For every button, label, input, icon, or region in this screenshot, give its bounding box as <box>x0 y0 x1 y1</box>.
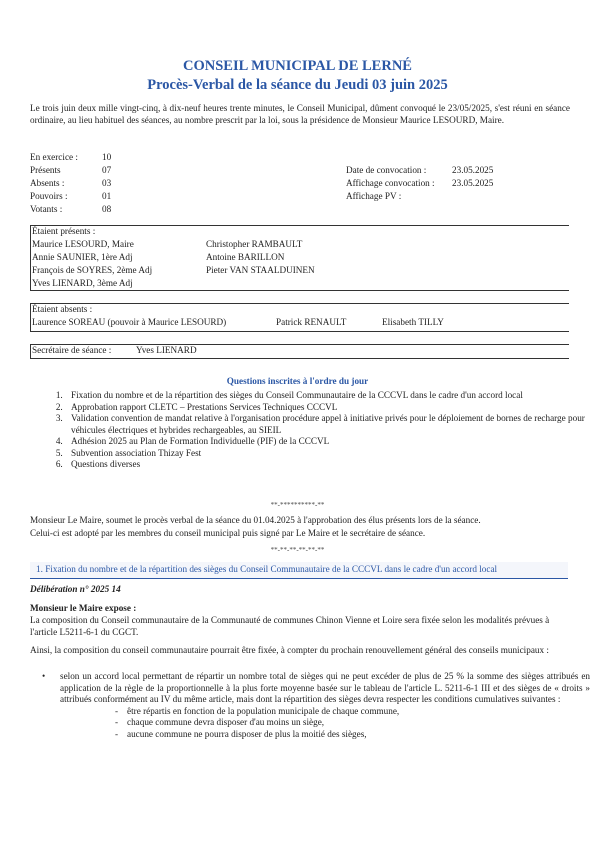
agenda-item: 6. Questions diverses <box>65 459 585 471</box>
condition-text: aucune commune ne pourra disposer de plus la moitié des sièges, <box>127 728 367 739</box>
dash-icon: - <box>115 705 119 716</box>
agenda-item: 4. Adhésion 2025 au Plan de Formation Individuelle (PIF) de la CCCVL <box>65 436 585 448</box>
stat-label: Présents <box>30 165 61 175</box>
section-heading: 1. Fixation du nombre et de la répartition des sièges du Conseil Communautaire de la CCCVL dans le cadre d'un accord local <box>36 564 498 574</box>
separator: **-**-**-**-**-** <box>270 546 325 554</box>
stat-row <box>30 152 142 165</box>
date-row <box>346 191 493 204</box>
bullet-icon: • <box>42 671 46 681</box>
attendance-stats <box>30 152 142 217</box>
secretary-label: Secrétaire de séance : <box>32 345 112 355</box>
secretary-name: Yves LIENARD <box>136 345 197 355</box>
stat-label: Absents : <box>30 178 65 188</box>
presents-row <box>32 239 315 252</box>
agenda-item: 3. Validation convention de mandat relative à l'organisation procédure appel à initiative privés pour le déploiement de bornes de recharge pour véhicules électriques et hybrides rechargeables, au SIEIL <box>65 413 585 436</box>
date-label: Date de convocation : <box>346 165 427 175</box>
section-paragraph: Ainsi, la composition du conseil communautaire pourrait être fixée, à compter du prochain renouvellement général des conseils municipaux : <box>30 645 549 655</box>
date-value: 23.05.2025 <box>452 165 494 175</box>
stat-row <box>30 165 142 178</box>
condition-text: chaque commune devra disposer d'au moins un siège, <box>127 717 325 727</box>
absent-name: Elisabeth TILLY <box>382 317 444 327</box>
approval-line: Celui-ci est adopté par les membres du conseil municipal puis signé par Le Maire et le secrétaire de séance. <box>30 528 426 538</box>
present-name: Christopher RAMBAULT <box>206 239 303 249</box>
stat-label: Votants : <box>30 204 63 214</box>
stat-label: En exercice : <box>30 152 78 162</box>
absent-name: Patrick RENAULT <box>276 317 347 327</box>
stat-value: 08 <box>102 204 112 214</box>
present-name: François de SOYRES, 2ème Adj <box>32 265 153 275</box>
present-name: Pieter VAN STAALDUINEN <box>206 265 315 275</box>
stat-value: 10 <box>102 152 112 162</box>
option-item <box>42 671 590 740</box>
document-title: CONSEIL MUNICIPAL DE LERNÉ <box>183 58 412 74</box>
conditions-list <box>60 706 590 741</box>
document-subtitle: Procès-Verbal de la séance du Jeudi 03 juin 2025 <box>147 77 448 93</box>
agenda-item: 2. Approbation rapport CLETC – Prestations Services Techniques CCCVL <box>65 402 585 414</box>
presents-heading: Étaient présents : <box>32 226 96 236</box>
separator: **-**********-** <box>270 501 325 509</box>
dash-icon: - <box>115 728 119 739</box>
date-label: Affichage PV : <box>346 191 402 201</box>
presents-list <box>32 226 315 291</box>
composition-options <box>30 671 590 740</box>
date-row <box>346 165 493 178</box>
absents-heading: Étaient absents : <box>32 304 93 314</box>
stat-value: 07 <box>102 165 112 175</box>
presents-row <box>32 252 315 265</box>
mayor-statement: Monsieur le Maire expose : <box>30 603 137 613</box>
present-name: Antoine BARILLON <box>206 252 285 262</box>
stat-value: 03 <box>102 178 112 188</box>
approval-line: Monsieur Le Maire, soumet le procès verbal de la séance du 01.04.2025 à l'approbation des élus présents lors de la séance. <box>30 515 481 525</box>
present-name: Yves LIENARD, 3ème Adj <box>32 278 133 288</box>
presents-row <box>32 265 315 278</box>
presents-row <box>32 278 315 291</box>
agenda-list <box>30 390 585 471</box>
stat-row <box>30 204 142 217</box>
condition-text: être répartis en fonction de la population municipale de chaque commune, <box>127 705 400 716</box>
publication-dates <box>346 165 493 204</box>
absent-name: Laurence SOREAU (pouvoir à Maurice LESOURD) <box>32 317 227 327</box>
stat-row <box>30 191 142 204</box>
section-heading-bar <box>30 562 568 579</box>
section-paragraph: La composition du Conseil communautaire de la Communauté de communes Chinon Vienne et Loire sera fixée selon les modalités prévues à l'article L5211-6-1 du CGCT. <box>30 615 550 637</box>
intro-paragraph: Le trois juin deux mille vingt-cinq, à dix-neuf heures trente minutes, le Conseil Municipal, dûment convoqué le 23/05/2025, s'est réuni en séance ordinaire, au lieu habituel des séances, au nombre prescrit par la loi, sous la présidence de Monsieur Maurice LESOURD, Maire. <box>30 103 570 125</box>
date-value: 23.05.2025 <box>452 178 494 188</box>
condition-item <box>115 706 590 718</box>
stat-row <box>30 178 142 191</box>
dash-icon: - <box>115 717 119 727</box>
deliberation-number: Délibération n° 2025 14 <box>30 584 121 594</box>
present-name: Maurice LESOURD, Maire <box>32 239 134 249</box>
condition-item <box>115 717 590 729</box>
agenda-item: 1. Fixation du nombre et de la répartition des sièges du Conseil Communautaire de la CCCVL dans le cadre d'un accord local <box>65 390 585 402</box>
condition-item <box>115 729 590 741</box>
option-text: selon un accord local permettant de répartir un nombre total de sièges qui ne peut excéder de plus de 25 % la somme des sièges attribués en application de la règle de la proportionnelle à la plus forte moyenne basée sur le tableau de l'article L. 5211-6-1 III et des sièges de « droits » attribués conformément au IV du même article, mais dont la répartition des sièges devra respecter les conditions cumulatives suivantes : <box>60 671 590 704</box>
stat-value: 01 <box>102 191 112 201</box>
stat-label: Pouvoirs : <box>30 191 68 201</box>
agenda-item: 5. Subvention association Thizay Fest <box>65 448 585 460</box>
date-row <box>346 178 493 191</box>
present-name: Annie SAUNIER, 1ère Adj <box>32 252 133 262</box>
agenda-title: Questions inscrites à l'ordre du jour <box>226 376 369 386</box>
date-label: Affichage convocation : <box>346 178 435 188</box>
